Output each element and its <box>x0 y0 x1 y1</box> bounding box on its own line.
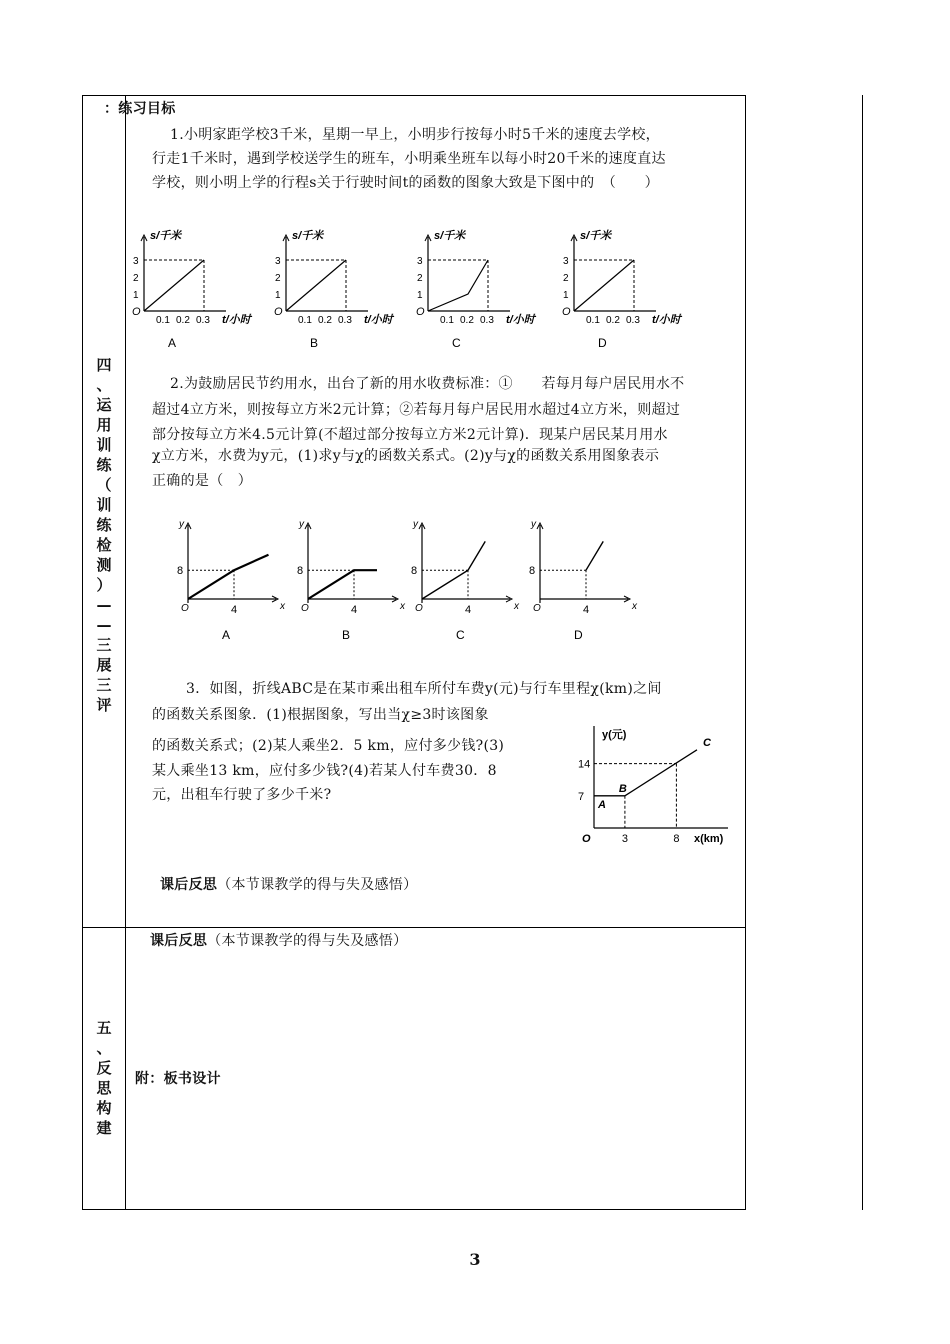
reflection-label: 课后反思 <box>160 877 218 893</box>
x-tick-label: 0.2 <box>460 315 474 326</box>
y-tick-label: 7 <box>578 790 585 803</box>
q3-line: 的函数关系式；(2)某人乘坐2．5 km，应付多少钱?(3) <box>152 738 505 754</box>
y-tick-label: 8 <box>297 565 304 578</box>
x-tick-label: 4 <box>231 604 238 616</box>
q3-line: 的函数关系图象．(1)根据图象，写出当χ≥3时该图象 <box>152 707 489 723</box>
table-top-border <box>82 95 746 96</box>
side-label-char: 展 <box>96 656 112 674</box>
side-label-char: 四 <box>96 356 112 374</box>
option-letter: D <box>598 336 607 350</box>
x-axis-label: t/小时 <box>652 314 681 326</box>
side-label-char: 用 <box>96 416 112 434</box>
reflection-note: （本节课教学的得与失及感悟） <box>217 877 418 893</box>
y-tick-label: 2 <box>133 273 139 284</box>
side-label-char: 测 <box>96 556 112 574</box>
content-right-border <box>745 95 746 1210</box>
y-tick-label: 3 <box>133 256 139 267</box>
y-tick-label: 8 <box>177 565 184 578</box>
y-axis-label: s/千米 <box>150 230 182 242</box>
q3-chart <box>570 722 740 847</box>
y-tick-label: 1 <box>563 290 569 301</box>
appendix-label: 附：板书设计 <box>135 1071 221 1087</box>
option-letter: B <box>310 336 319 350</box>
side-label-char: 练 <box>96 516 112 534</box>
x-axis-label: t/小时 <box>364 314 393 326</box>
q1-graphs <box>126 225 716 355</box>
x-tick-label: 0.3 <box>480 315 494 326</box>
section4-side-label <box>94 355 114 715</box>
x-tick-label: 3 <box>621 833 629 845</box>
page-number: 3 <box>469 1250 481 1269</box>
x-tick-label: 0.1 <box>440 315 454 326</box>
section5-reflection <box>150 928 407 954</box>
table-left-border <box>82 95 83 1210</box>
x-tick-label: 8 <box>673 833 680 845</box>
origin-label: O <box>562 306 571 318</box>
y-axis-label: y <box>531 519 536 530</box>
graph-line <box>144 260 204 311</box>
section-header: ：练习目标 <box>104 101 176 117</box>
side-label-char: 、 <box>96 376 112 394</box>
x-tick-label: 0.2 <box>318 315 332 326</box>
side-label-char: 反 <box>96 1059 112 1077</box>
x-tick-label: 0.3 <box>626 315 640 326</box>
side-label-char: ） <box>96 576 112 594</box>
option-letter: A <box>168 336 177 350</box>
y-tick-label: 2 <box>275 273 281 284</box>
x-tick-label: 4 <box>351 604 358 616</box>
x-axis-label: t/小时 <box>506 314 535 326</box>
x-tick-label: 0.3 <box>338 315 352 326</box>
y-axis-label: y(元) <box>602 729 627 741</box>
point-label: C <box>703 736 711 749</box>
graph-line <box>586 541 603 570</box>
q3-line: 某人乘坐13 km，应付多少钱?(4)若某人付车费30．8 <box>152 763 497 779</box>
graph-line <box>428 260 488 311</box>
y-tick-label: 3 <box>417 256 423 267</box>
origin-label: O <box>132 306 141 318</box>
section4-reflection <box>160 872 417 898</box>
q2-line: χ立方米，水费为y元，(1)求y与χ的函数关系式。(2)y与χ的函数关系用图象表示 <box>152 448 660 464</box>
option-letter: C <box>456 628 465 642</box>
side-label-char: — <box>96 596 112 614</box>
y-tick-label: 1 <box>275 290 281 301</box>
x-axis-label: x <box>400 601 405 612</box>
side-label-char: 练 <box>96 456 112 474</box>
y-tick-label: 3 <box>275 256 281 267</box>
table-bottom-border <box>82 1209 746 1210</box>
x-tick-label: 4 <box>583 604 590 616</box>
y-axis-label: y <box>299 519 304 530</box>
origin-label: O <box>582 833 591 845</box>
q1-line: 学校，则小明上学的行程s关于行驶时间t的函数的图象大致是下图中的 （ ） <box>152 175 659 191</box>
y-axis-label: s/千米 <box>292 230 324 242</box>
x-axis-label: x(km) <box>694 833 724 845</box>
y-tick-label: 8 <box>529 565 536 578</box>
origin-label: O <box>533 603 541 614</box>
side-label-char: 、 <box>96 1039 112 1057</box>
side-label-char: 建 <box>96 1119 112 1137</box>
x-tick-label: 0.1 <box>156 315 170 326</box>
graph-line <box>286 260 346 311</box>
point-label: B <box>618 782 627 795</box>
y-axis-label: s/千米 <box>580 230 612 242</box>
y-tick-label: 1 <box>417 290 423 301</box>
x-tick-label: 0.2 <box>176 315 190 326</box>
x-tick-label: 0.3 <box>196 315 210 326</box>
fare-polyline <box>594 750 697 796</box>
side-label-char: 五 <box>96 1019 112 1037</box>
y-axis-label: y <box>179 519 184 530</box>
reflection-label: 课后反思 <box>150 933 208 949</box>
origin-label: O <box>274 306 283 318</box>
origin-label: O <box>415 603 423 614</box>
side-label-char: 构 <box>96 1099 112 1117</box>
x-axis-label: x <box>280 601 285 612</box>
y-tick-label: 14 <box>578 758 591 771</box>
x-tick-label: 0.1 <box>586 315 600 326</box>
section5-side-label <box>94 1018 114 1138</box>
side-label-char: — <box>96 616 112 634</box>
option-letter: A <box>222 628 231 642</box>
graph-line <box>308 570 377 599</box>
y-tick-label: 8 <box>411 565 418 578</box>
origin-label: O <box>181 603 189 614</box>
reflection-note: （本节课教学的得与失及感悟） <box>207 933 408 949</box>
q1-line: 1.小明家距学校3千米，星期一早上，小明步行按每小时5千米的速度去学校， <box>170 127 660 143</box>
side-label-char: 思 <box>96 1079 112 1097</box>
side-label-char: 运 <box>96 396 112 414</box>
q2-line: 2.为鼓励居民节约用水，出台了新的用水收费标准：① 若每月每户居民用水不 <box>170 376 685 392</box>
side-label-char: 训 <box>96 436 112 454</box>
option-letter: C <box>452 336 461 350</box>
side-label-char: 评 <box>96 696 112 714</box>
side-label-char: （ <box>96 476 112 494</box>
option-letter: D <box>574 628 583 642</box>
graph-line <box>188 555 269 599</box>
y-tick-label: 3 <box>563 256 569 267</box>
y-axis-label: s/千米 <box>434 230 466 242</box>
x-tick-label: 4 <box>465 604 472 616</box>
q1-line: 行走1千米时，遇到学校送学生的班车，小明乘坐班车以每小时20千米的速度直达 <box>152 151 666 167</box>
origin-label: O <box>301 603 309 614</box>
q2-graphs <box>170 515 640 650</box>
y-axis-label: y <box>413 519 418 530</box>
x-tick-label: 0.2 <box>606 315 620 326</box>
side-label-char: 训 <box>96 496 112 514</box>
point-label: A <box>598 798 606 811</box>
graph-line <box>574 260 634 311</box>
x-axis-label: x <box>632 601 637 612</box>
side-label-char: 三 <box>96 636 112 654</box>
x-axis-label: t/小时 <box>222 314 251 326</box>
origin-label: O <box>416 306 425 318</box>
y-tick-label: 1 <box>133 290 139 301</box>
x-axis-label: x <box>514 601 519 612</box>
q2-line: 超过4立方米，则按每立方米2元计算；②若每月每户居民用水超过4立方米，则超过 <box>152 402 681 418</box>
y-tick-label: 2 <box>417 273 423 284</box>
side-label-char: 三 <box>96 676 112 694</box>
q2-line: 正确的是（ ） <box>152 473 253 489</box>
x-tick-label: 0.1 <box>298 315 312 326</box>
q3-line: 3．如图，折线ABC是在某市乘出租车所付车费y(元)与行车里程χ(km)之间 <box>186 681 662 697</box>
q2-line: 部分按每立方米4.5元计算(不超过部分按每立方米2元计算)．现某户居民某月用水 <box>152 427 668 443</box>
q3-line: 元，出租车行驶了多少千米? <box>152 787 332 803</box>
option-letter: B <box>342 628 351 642</box>
side-label-char: 检 <box>96 536 112 554</box>
outer-right-rule <box>862 95 863 1210</box>
y-tick-label: 2 <box>563 273 569 284</box>
